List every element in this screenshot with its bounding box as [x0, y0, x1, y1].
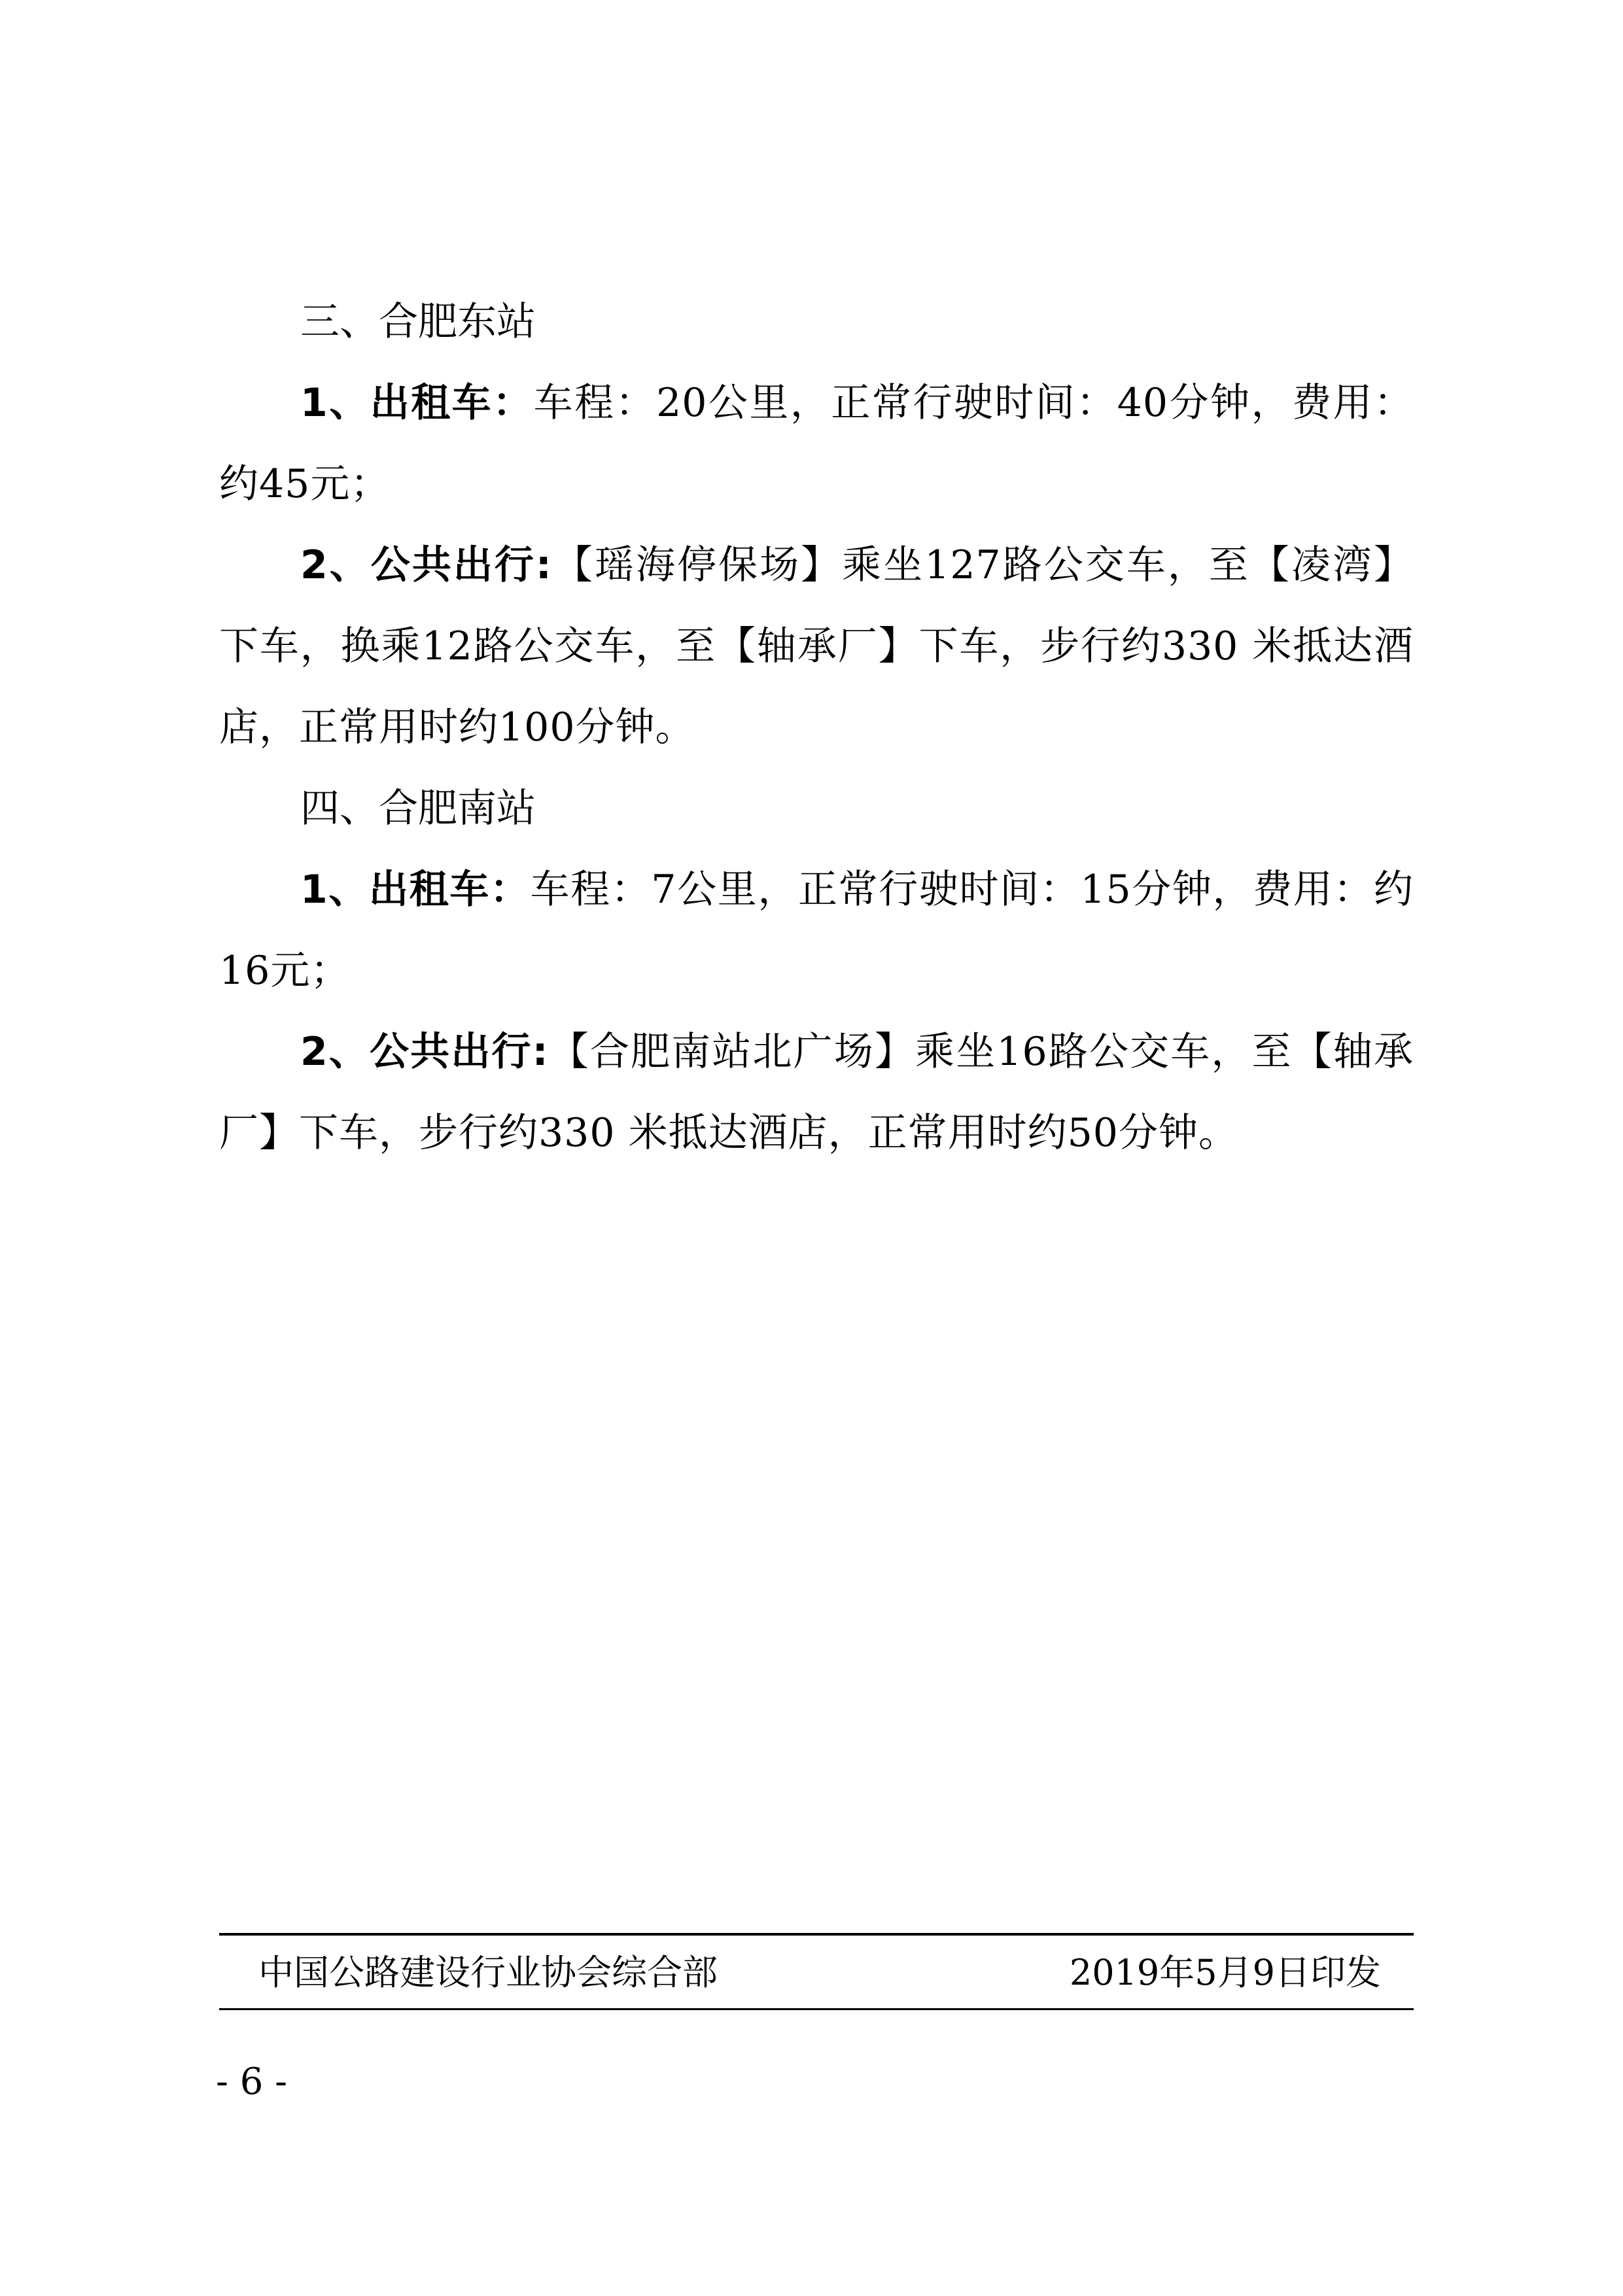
- issuance-footer: [219, 1933, 1414, 2010]
- taxi-text: 车程：20公里，正常行驶时间：40分钟，费用：约45元；: [219, 380, 1414, 507]
- taxi-label: 1、出租车：: [300, 867, 531, 913]
- page-number: - 6 -: [216, 2061, 288, 2103]
- section-heading-hefei-east: 三、合肥东站: [300, 299, 536, 345]
- issuer-name: 中国公路建设行业协会综合部: [258, 1952, 718, 1993]
- document-body: [219, 281, 1414, 1174]
- taxi-paragraph-hefei-south: [219, 849, 1414, 1011]
- public-transit-paragraph-hefei-south: [219, 1011, 1414, 1174]
- public-transit-label: 2、公共出行:: [300, 1029, 549, 1075]
- taxi-text: 车程：7公里，正常行驶时间：15分钟，费用：约16元；: [219, 867, 1414, 994]
- issue-date: 2019年5月9日印发: [1069, 1952, 1381, 1993]
- public-transit-paragraph-hefei-east: [219, 525, 1414, 768]
- public-transit-label: 2、公共出行:: [300, 542, 552, 588]
- taxi-label: 1、出租车：: [300, 380, 534, 426]
- taxi-paragraph-hefei-east: [219, 362, 1414, 525]
- public-transit-text: 【瑶海停保场】乘坐127路公交车，至【凌湾】下车，换乘12路公交车，至【轴承厂】下车，步行约330 米抵达酒店，正常用时约100分钟。: [219, 542, 1414, 750]
- public-transit-text: 【合肥南站北广场】乘坐16路公交车，至【轴承厂】下车，步行约330 米抵达酒店，正常用时约50分钟。: [219, 1029, 1414, 1156]
- section-heading-hefei-south: 四、合肥南站: [300, 786, 536, 831]
